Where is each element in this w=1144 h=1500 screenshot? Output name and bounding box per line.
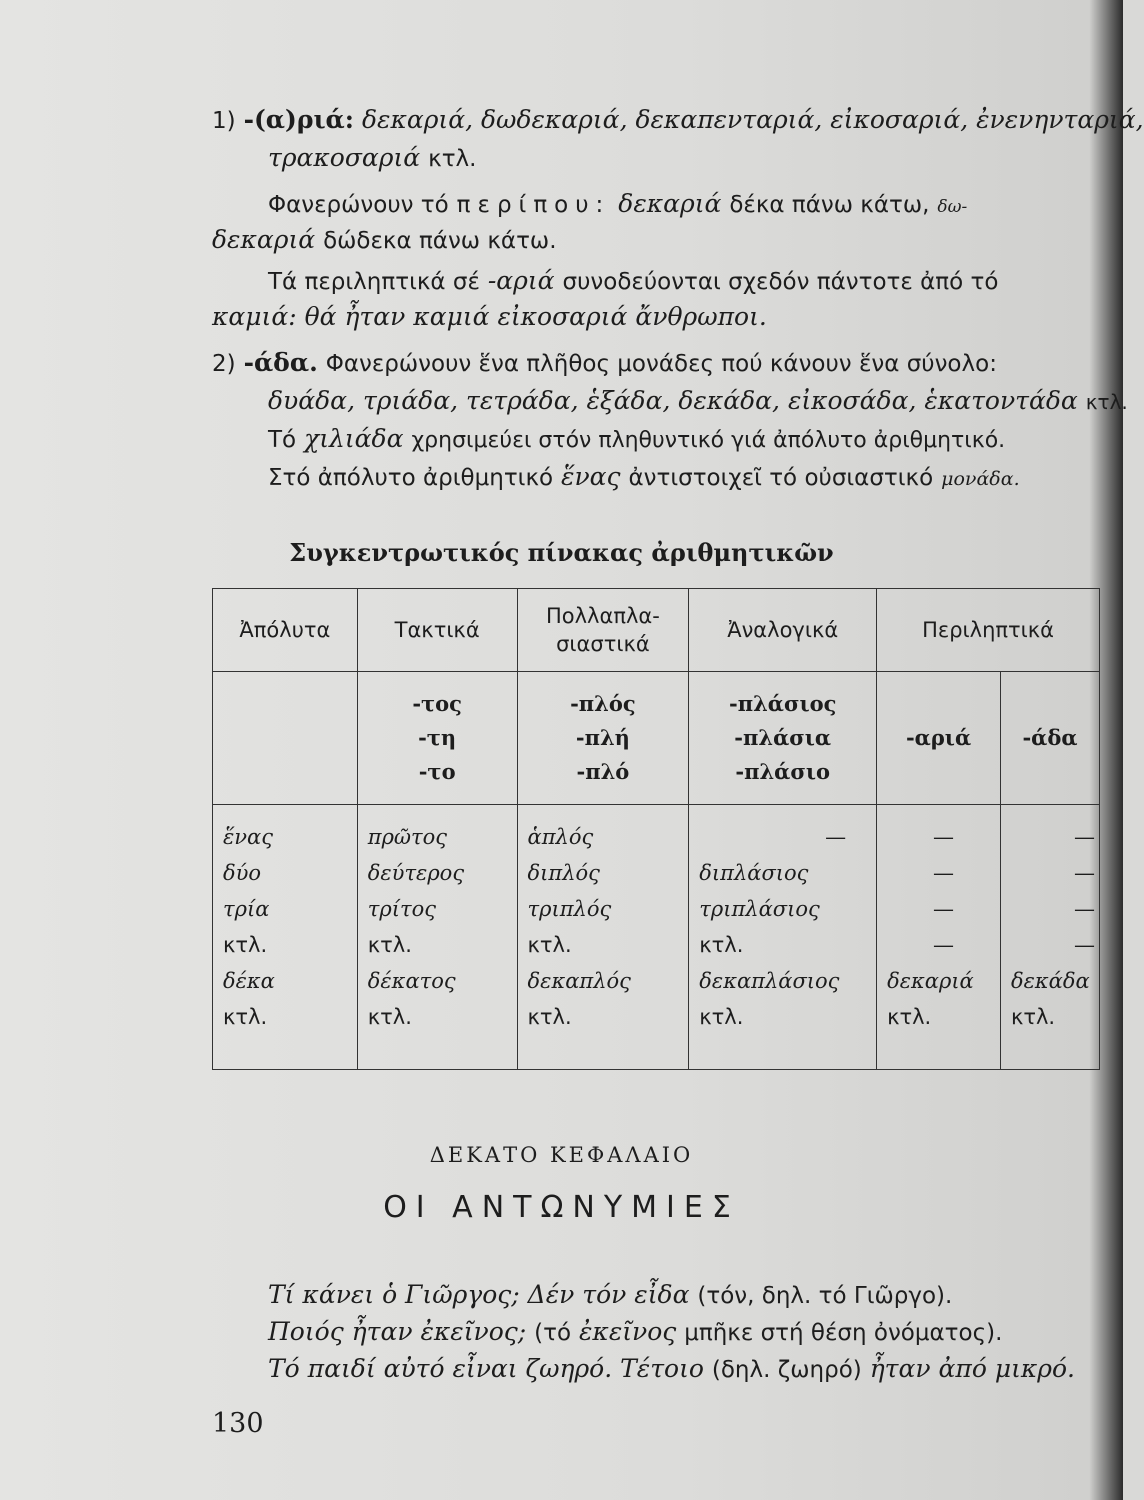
section-1-line-5 <box>268 263 998 300</box>
example: — <box>1074 825 1095 849</box>
etc-text: κτλ. <box>428 146 477 172</box>
example: — <box>1074 933 1095 957</box>
suffix: -το <box>418 759 456 784</box>
suffix: -πλάσια <box>734 725 832 750</box>
example-line-3 <box>268 1351 1075 1388</box>
table-header-row <box>213 589 1100 672</box>
table-caption: Συγκεντρωτικός πίνακας ἀριθμητικῶν <box>289 538 834 567</box>
suffix-label: -άδα. <box>243 348 318 377</box>
example: δεκαριά <box>887 969 974 993</box>
header-analogika: Ἀναλογικά <box>689 589 877 672</box>
examples-cell-periliptika-2 <box>1000 805 1099 1070</box>
example-word: δεκαριά <box>618 189 722 218</box>
example-word: ἕνας <box>561 462 621 491</box>
examples-cell-taktika <box>357 805 517 1070</box>
section-2-line-2 <box>268 383 1128 420</box>
example-gloss: (τό <box>534 1320 572 1346</box>
example-sentence: ἦταν ἀπό μικρό. <box>869 1354 1075 1383</box>
examples-text: δυάδα, τριάδα, τετράδα, ἑξάδα, δεκάδα, εἰκοσάδα, ἑκατοντάδα <box>268 386 1078 415</box>
chapter-title: ΟΙ ΑΝΤΩΝΥΜΙΕΣ <box>383 1190 740 1225</box>
example: δύο <box>223 861 262 885</box>
section-2-line-4 <box>268 459 1020 497</box>
example: δέκα <box>223 969 275 993</box>
example-word: μονάδα. <box>941 468 1020 490</box>
example-word: δεκαριά <box>212 225 316 254</box>
example-sentence: Τό παιδί αὐτό εἶναι ζωηρό. Τέτοιο <box>268 1354 704 1383</box>
example-word: -αριά <box>487 266 555 295</box>
section-2-line-3 <box>268 421 1005 459</box>
suffix: -τη <box>418 725 457 750</box>
section-1-line-2 <box>268 140 476 177</box>
header-pollaplasiastika <box>517 589 689 672</box>
header-taktika: Τακτικά <box>357 589 517 672</box>
table-suffix-row <box>213 672 1100 805</box>
suffix-cell-analogika <box>689 672 877 805</box>
body-text: Τά περιληπτικά σέ <box>268 269 480 295</box>
example: κτλ. <box>699 1005 744 1029</box>
example-gloss: (τόν, δηλ. τό Γιῶργο). <box>697 1283 953 1309</box>
body-text: δέκα πάνω κάτω, <box>729 192 930 218</box>
example: διπλός <box>527 861 600 885</box>
example: — <box>933 897 955 921</box>
example: — <box>1074 861 1095 885</box>
numerals-summary-table <box>212 588 1100 1070</box>
examples-cell-periliptika-1 <box>877 805 1001 1070</box>
header-line: σιαστικά <box>556 632 650 656</box>
example: κτλ. <box>223 933 268 957</box>
body-text: ἀντιστοιχεῖ τό οὐσιαστικό <box>628 465 934 491</box>
suffix: -πλός <box>570 691 636 716</box>
example-sentence: Τί κάνει ὁ Γιῶργος; Δέν τόν εἶδα <box>268 1280 690 1309</box>
example: πρῶτος <box>367 825 448 849</box>
suffix-cell-pollaplasiastika <box>517 672 689 805</box>
example: — <box>1074 897 1095 921</box>
suffix: -τος <box>412 691 462 716</box>
body-text: Τό <box>268 427 297 453</box>
suffix: -πλάσιο <box>735 759 830 784</box>
suffix-label: -(α)ριά: <box>243 105 355 134</box>
example: — <box>825 825 847 849</box>
body-text: Φανερώνουν τό <box>268 192 449 218</box>
example: — <box>933 825 955 849</box>
header-line: Πολλαπλα- <box>545 604 660 628</box>
suffix-cell-empty <box>213 672 358 805</box>
section-2-line-1 <box>212 345 997 382</box>
example: δεκαπλός <box>527 969 631 993</box>
body-text: συνοδεύονται σχεδόν πάντοτε ἀπό τό <box>562 269 999 295</box>
example: δεκαπλάσιος <box>699 969 840 993</box>
example-line-1 <box>268 1277 952 1314</box>
section-marker: 2) <box>212 351 236 377</box>
body-text: δώδεκα πάνω κάτω. <box>323 228 557 254</box>
example: τριπλάσιος <box>699 897 820 921</box>
example: κτλ. <box>1010 1005 1056 1029</box>
suffix: -πλάσιος <box>728 691 837 716</box>
example: δεκάδα <box>1010 969 1090 993</box>
example: τρίτος <box>367 897 436 921</box>
suffix-cell-taktika <box>357 672 517 805</box>
example: — <box>933 933 955 957</box>
example: ἕνας <box>223 825 273 849</box>
example-word: ἐκεῖνος <box>579 1317 677 1346</box>
example: δέκατος <box>367 969 456 993</box>
example: — <box>933 861 955 885</box>
section-1-line-6: καμιά: θά ἦταν καμιά εἰκοσαριά ἄνθρωποι. <box>212 302 767 331</box>
section-marker: 1) <box>212 108 236 134</box>
example: κτλ. <box>699 933 744 957</box>
examples-text: δεκαριά, δωδεκαριά, δεκαπενταριά, εἰκοσαριά, ἐνενηνταριά, <box>361 105 1144 134</box>
header-apolyta: Ἀπόλυτα <box>213 589 358 672</box>
examples-cell-pollaplasiastika <box>517 805 689 1070</box>
example-sentence: Ποιός ἦταν ἐκεῖνος; <box>268 1317 527 1346</box>
examples-cell-analogika <box>689 805 877 1070</box>
example: ἁπλός <box>527 825 594 849</box>
example-word: χιλιάδα <box>304 424 404 453</box>
body-text: Φανερώνουν ἕνα πλῆθος μονάδες πού κάνουν ἕνα σύνολο: <box>325 351 997 377</box>
example: κτλ. <box>367 933 412 957</box>
body-text: χρησιμεύει στόν πληθυντικό γιά ἀπόλυτο ἀριθμητικό. <box>411 428 1006 453</box>
example: κτλ. <box>367 1005 412 1029</box>
table-examples-row <box>213 805 1100 1070</box>
example-gloss: μπῆκε στή θέση ὀνόματος). <box>684 1320 1003 1346</box>
example: τριπλός <box>527 897 612 921</box>
example-gloss: (δηλ. ζωηρό) <box>711 1357 862 1383</box>
spaced-emphasis: περίπου: <box>456 192 611 218</box>
suffix-cell-periliptika-2: -άδα <box>1000 672 1099 805</box>
example: κτλ. <box>223 1005 268 1029</box>
etc-text: κτλ. <box>1085 390 1128 414</box>
header-periliptika: Περιληπτικά <box>877 589 1100 672</box>
suffix: -πλή <box>575 725 630 750</box>
example-word: δω- <box>937 197 968 217</box>
suffix-cell-periliptika-1: -αριά <box>877 672 1001 805</box>
section-1-line-3 <box>268 186 967 225</box>
body-text: Στό ἀπόλυτο ἀριθμητικό <box>268 465 554 491</box>
example: κτλ. <box>527 933 572 957</box>
section-1-line-1 <box>212 102 1144 139</box>
chapter-label: ΔΕΚΑΤΟ ΚΕΦΑΛΑΙΟ <box>429 1143 694 1167</box>
section-1-line-4 <box>212 222 557 259</box>
example: κτλ. <box>527 1005 572 1029</box>
example: τρία <box>223 897 270 921</box>
page-number: 130 <box>212 1408 264 1439</box>
example: διπλάσιος <box>699 861 809 885</box>
example-line-2 <box>268 1314 1002 1351</box>
example: δεύτερος <box>367 861 465 885</box>
example: κτλ. <box>887 1005 932 1029</box>
examples-cell-apolyta <box>213 805 358 1070</box>
examples-text: τρακοσαριά <box>268 143 421 172</box>
suffix: -πλό <box>576 759 630 784</box>
